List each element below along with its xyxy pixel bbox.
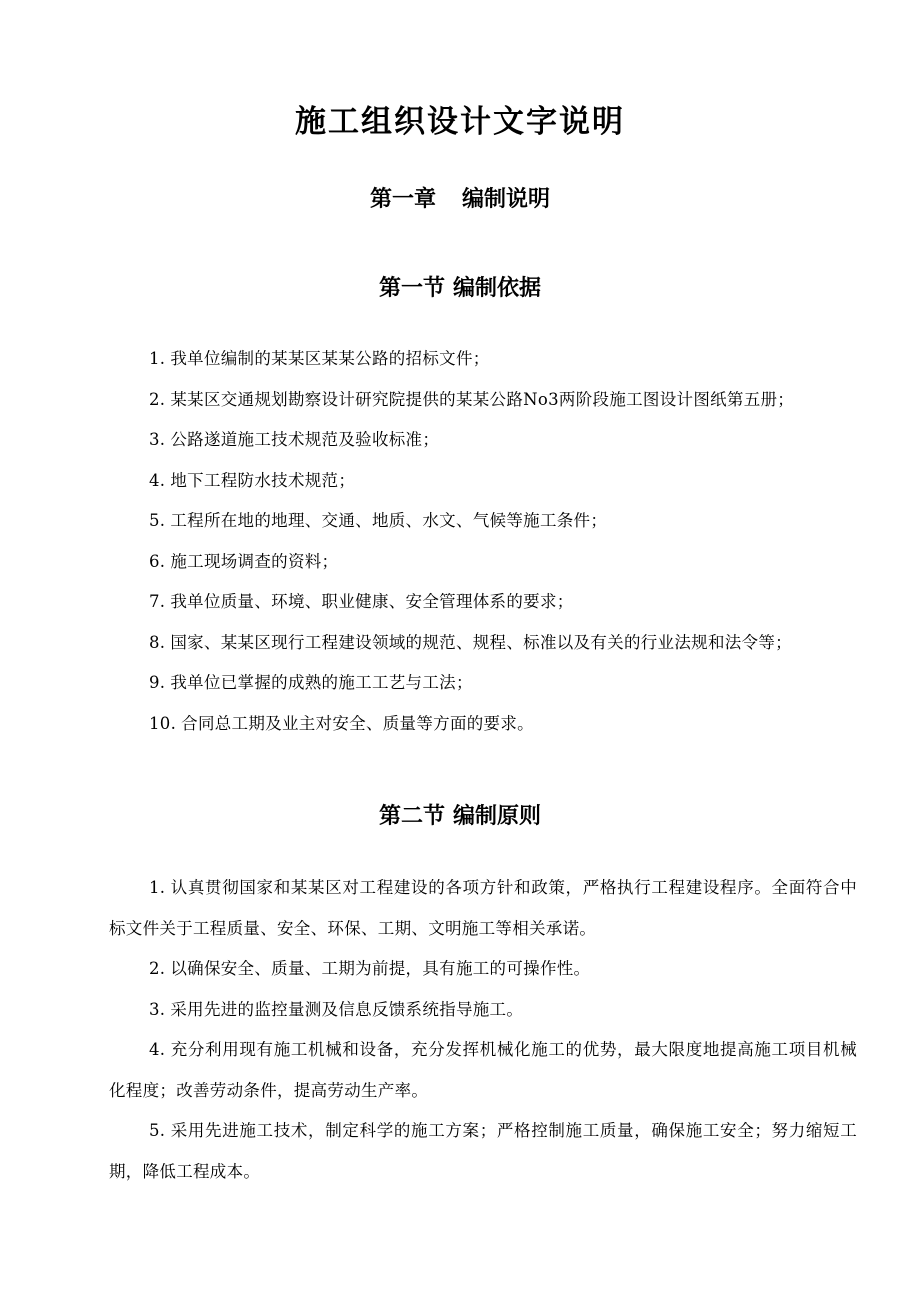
item-text: 国家、某某区现行工程建设领域的规范、规程、标准以及有关的行业法规和法令等； (170, 632, 792, 652)
item-number: 6. (149, 551, 166, 571)
item-text: 公路遂道施工技术规范及验收标准； (170, 430, 440, 449)
item-number: 3. (149, 430, 166, 449)
item-text: 我单位已掌握的成熟的施工工艺与工法； (170, 673, 473, 692)
list-item (109, 949, 857, 990)
item-text: 采用先进的监控量测及信息反馈系统指导施工。 (170, 999, 524, 1019)
item-number: 9. (149, 673, 166, 692)
item-text: 地下工程防水技术规范； (170, 470, 356, 490)
list-item (109, 461, 857, 502)
item-number: 8. (149, 632, 166, 652)
document-title: 施工组织设计文字说明 (295, 104, 625, 140)
list-item (109, 1111, 857, 1192)
section-heading-basis (0, 272, 920, 306)
chapter-name: 编制说明 (462, 187, 551, 212)
principles-list (109, 868, 857, 1192)
item-text: 某某区交通规划勘察设计研究院提供的某某公路No3两阶段施工图设计图纸第五册； (170, 389, 795, 409)
list-item (109, 623, 857, 664)
section-heading-principles (0, 800, 920, 834)
item-number: 7. (149, 592, 166, 611)
item-number: 2. (149, 959, 166, 978)
item-text: 工程所在地的地理、交通、地质、水文、气候等施工条件； (170, 511, 608, 530)
item-number: 3. (149, 999, 166, 1019)
chapter-label: 第一章 (369, 187, 436, 212)
item-number: 5. (149, 1121, 166, 1140)
list-item (109, 582, 857, 623)
list-item (109, 339, 857, 380)
basis-list (109, 339, 857, 744)
item-text: 以确保安全、质量、工期为前提，具有施工的可操作性。 (170, 959, 591, 978)
list-item (109, 990, 857, 1031)
item-text: 认真贯彻国家和某某区对工程建设的各项方针和政策，严格执行工程建设程序。全面符合中标文件关于工程质量、安全、环保、工期、文明施工等相关承诺。 (109, 878, 857, 938)
section-label: 第二节 (378, 804, 445, 829)
item-text: 我单位编制的某某区某某公路的招标文件； (170, 349, 490, 368)
item-text: 采用先进施工技术，制定科学的施工方案；严格控制施工质量，确保施工安全；努力缩短工期，降低工程成本。 (109, 1121, 857, 1181)
item-number: 1. (149, 349, 166, 368)
chapter-heading (0, 183, 920, 217)
list-item (109, 868, 857, 949)
item-number: 5. (149, 511, 166, 530)
list-item (109, 1030, 857, 1111)
item-number: 1. (149, 878, 166, 897)
item-number: 4. (149, 470, 166, 490)
item-text: 充分利用现有施工机械和设备，充分发挥机械化施工的优势，最大限度地提高施工项目机械化程度；改善劳动条件，提高劳动生产率。 (109, 1040, 857, 1100)
section-name: 编制原则 (453, 804, 542, 829)
list-item (109, 542, 857, 583)
section-label: 第一节 (378, 276, 445, 301)
list-item (109, 663, 857, 704)
list-item (109, 704, 857, 745)
item-text: 我单位质量、环境、职业健康、安全管理体系的要求； (170, 592, 574, 611)
list-item (109, 380, 857, 421)
item-number: 2. (149, 389, 166, 409)
item-text: 合同总工期及业主对安全、质量等方面的要求。 (181, 713, 534, 733)
item-text: 施工现场调查的资料； (170, 551, 339, 571)
item-number: 4. (149, 1040, 166, 1059)
item-number: 10. (149, 713, 177, 733)
list-item (109, 501, 857, 542)
section-name: 编制依据 (453, 276, 542, 301)
list-item (109, 420, 857, 461)
